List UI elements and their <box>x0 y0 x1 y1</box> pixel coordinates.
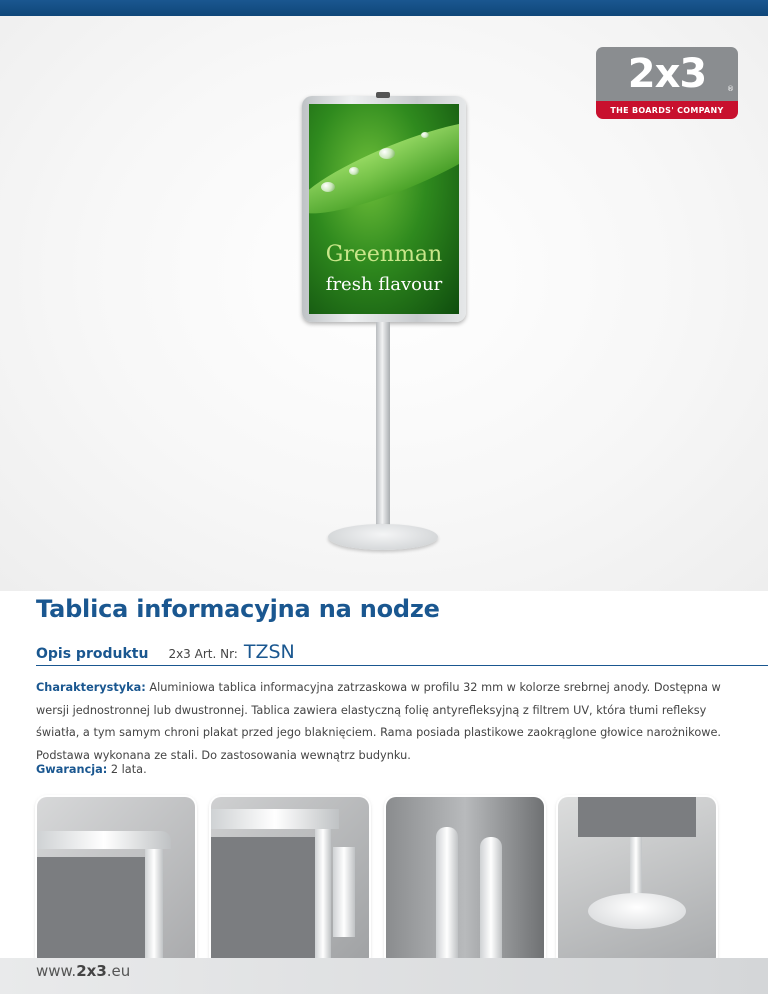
photo-panel <box>211 837 315 967</box>
poster-subtitle: fresh flavour <box>325 274 443 295</box>
photo-clip <box>333 847 355 937</box>
warranty-label: Gwarancja: <box>36 763 108 776</box>
detail-photo-base <box>558 797 716 967</box>
water-drop <box>379 148 395 159</box>
logo-registered: ® <box>727 85 734 93</box>
page-title: Tablica informacyjna na nodze <box>36 595 440 623</box>
photo-panel <box>578 797 696 837</box>
photo-rail <box>480 837 502 967</box>
photo-panel <box>37 857 145 967</box>
photo-rail <box>145 849 163 967</box>
photo-rail <box>37 831 171 849</box>
brand-logo <box>596 47 738 119</box>
photo-base <box>588 893 686 929</box>
warranty <box>36 763 147 776</box>
divider <box>36 665 768 666</box>
poster <box>309 104 459 314</box>
website-prefix: www. <box>36 962 77 980</box>
poster-title: Greenman <box>325 242 443 267</box>
detail-photo-profile <box>211 797 369 967</box>
detail-photo-edge <box>386 797 544 967</box>
product-subheading <box>36 641 295 663</box>
photo-rail <box>211 809 339 829</box>
description-text: Aluminiowa tablica informacyjna zatrzaskowa w profilu 32 mm w kolorze srebrnej anody. Dostępna w wersji jednostronnej lub dwustronnej. Tablica zawiera elastyczną folię antyrefleksyjną z filtrem UV, która tłumi refleksy światła, a tym samym chroni plakat przed jego blaknięciem. Rama posiada plastikowe zaokrąglone głowice narożnikowe. Podstawa wykonana ze stali. Do zastosowania wewnątrz budynku. <box>36 681 722 762</box>
section-label: Opis produktu <box>36 646 149 662</box>
description-label: Charakterystyka: <box>36 681 146 694</box>
website-suffix: .eu <box>106 962 131 980</box>
poster-leaf <box>309 104 459 229</box>
art-number: TZSN <box>243 641 295 663</box>
logo-mark: 2x3 <box>627 51 707 97</box>
stand-base <box>328 524 438 550</box>
warranty-value: 2 lata. <box>110 763 147 776</box>
product-description <box>36 677 736 767</box>
top-bar <box>0 0 768 16</box>
water-drop <box>421 132 429 138</box>
logo-tagline-panel <box>596 101 738 119</box>
water-drop <box>321 182 335 192</box>
detail-photo-corner <box>37 797 195 967</box>
logo-tagline: THE BOARDS' COMPANY <box>610 105 724 115</box>
art-number-label: 2x3 Art. Nr: <box>168 647 238 661</box>
water-drop <box>349 167 359 175</box>
photo-rail <box>315 829 331 967</box>
frame-hanger <box>376 92 390 98</box>
photo-rail <box>436 827 458 967</box>
website-brand: 2x3 <box>76 962 107 980</box>
website-link[interactable] <box>36 962 130 980</box>
logo-mark-panel <box>596 47 738 101</box>
stand-pole <box>376 322 390 534</box>
